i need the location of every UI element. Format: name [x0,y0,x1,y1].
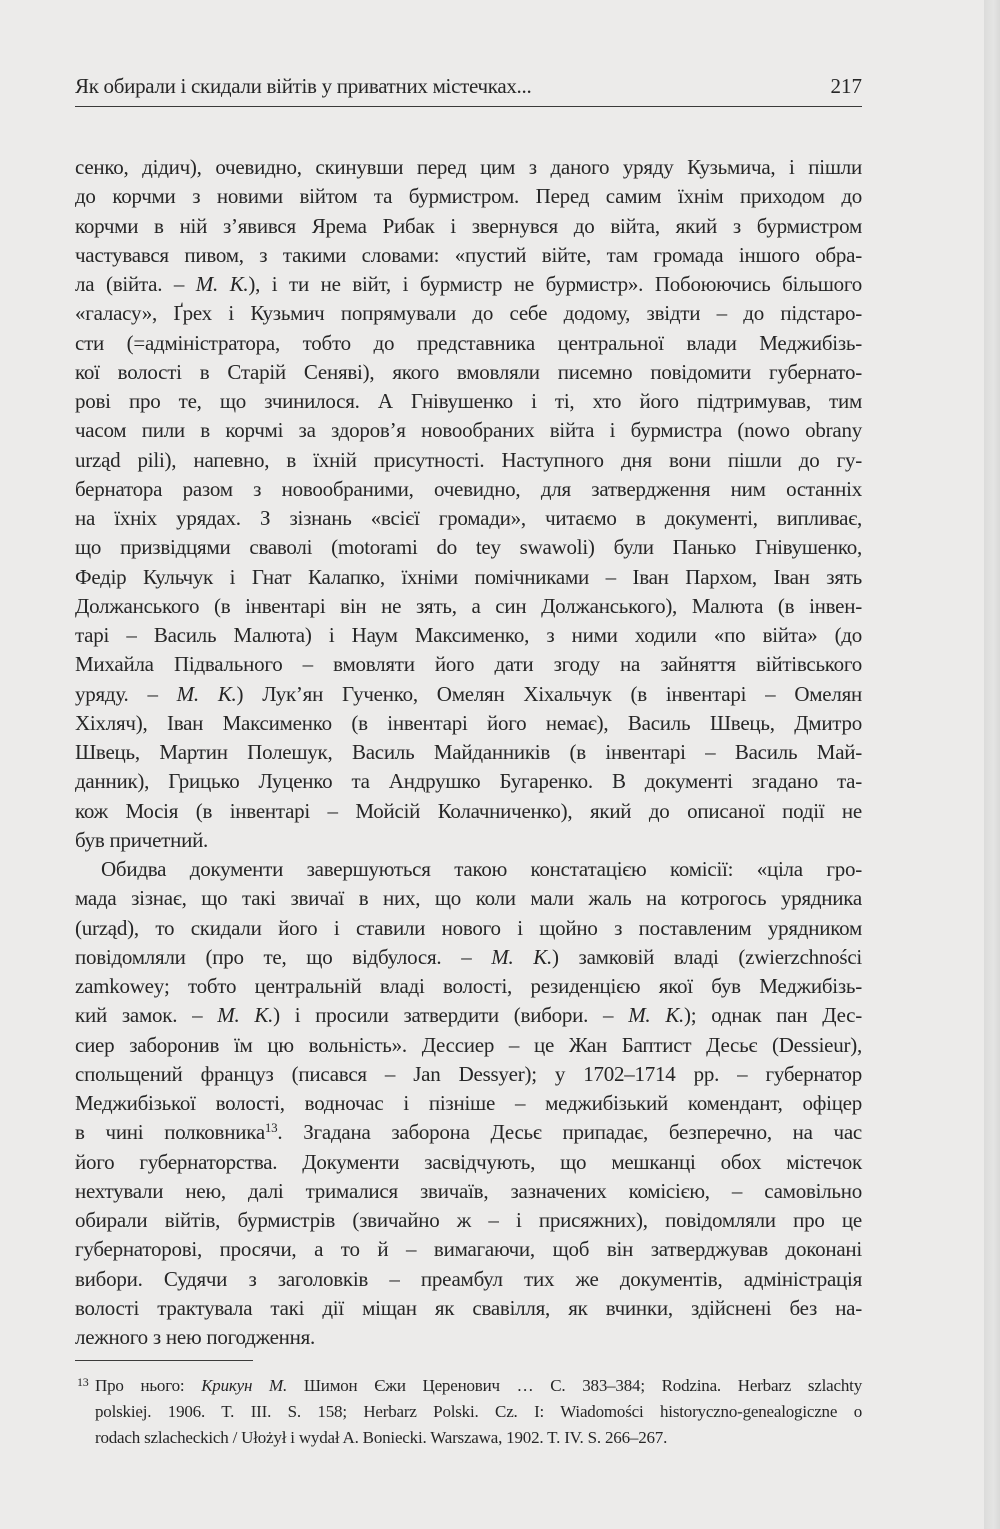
text-line [75,650,862,679]
text-run: в чині полковника [75,1120,265,1145]
text-line [75,299,862,328]
text-run: до корчми з новими війтом та бурмистром. Перед самим їхнім приходом до [75,184,862,209]
text-run: Федір Кульчук і Гнат Калапко, їхніми помічниками – Іван Пархом, Іван зять [75,564,862,589]
text-line [75,1031,862,1060]
text-run: zamkowey; тобто центральній владі волості, резиденцією якої був Меджибізь- [75,974,862,998]
text-line [75,592,862,621]
text-line [75,826,862,855]
running-title: Як обирали і скидали війтів у приватних містечках... [75,74,532,98]
text-run: ) і просили затвердити (вибори. – [273,1003,629,1028]
text-run: polskiej. 1906. T. III. S. 158; Herbarz Polski. Cz. I: Wiadomości historyczno-genealogiczne o [95,1402,862,1421]
text-run: його губернаторства. Документи засвідчують, що мешканці обох містечок [75,1149,862,1174]
text-line [75,416,862,445]
text-run: кий замок. – [75,1003,218,1028]
text-run: був причетний. [75,827,209,852]
text-run: тарі – Василь Малюта) і Наум Максименко, з ними ходили «по війта» (до [75,623,862,647]
text-run: ) Лук’ян Гученко, Омелян Хіхальчук (в інвентарі – Омелян [236,681,862,706]
text-run: сиер заборонив їм цю вольність». Дессиер – це Жан Баптист Десьє (Dessieur), [75,1032,862,1057]
text-line [75,1118,862,1147]
text-run: (urząd), то скидали його і ставили нового і щойно з поставленим урядником [75,915,862,940]
paragraph [75,153,862,855]
text-line [75,153,862,182]
text-line [75,241,862,270]
text-line [75,387,862,416]
text-line [75,1206,862,1235]
text-line [75,182,862,211]
text-run: urząd pili), напевно, в їхній присутності. Наступного дня вони пішли до гу- [75,447,862,472]
text-run: кож Мосія (в інвентарі – Мойсій Колачниченко), який до описаної події не [75,798,862,823]
text-line [75,358,862,387]
text-line [75,1235,862,1264]
text-line [75,329,862,358]
text-run: Меджибізької волості, водночас і пізніше – меджибізький комендант, офіцер [75,1091,862,1115]
text-run: Обидва документи завершуються такою констатацією комісії: «ціла гро- [101,857,862,881]
text-line [75,767,862,796]
text-line [75,1294,862,1323]
text-run: повідомляли (про те, що відбулося. – [75,944,492,969]
page-edge-shadow [984,0,1000,1529]
text-run: мада зізнає, що такі звичаї в них, що коли мали жаль на котрогось урядника [75,886,862,911]
running-header [75,72,862,107]
footnote-reference: 13 [264,1120,278,1136]
body-text [75,153,862,1352]
footnote-number: 13 [77,1375,89,1389]
text-line [75,943,862,972]
text-line [75,270,862,299]
text-run: ла (війта. – [75,272,196,296]
text-line [75,475,862,504]
text-line [75,563,862,592]
text-run: обирали війтів, бурмистрів (звичайно ж – і присяжних), повідомляли про це [75,1208,862,1232]
text-line [75,1148,862,1177]
footnote-line [77,1373,862,1399]
text-run: спольщений француз (писався – Jan Dessyer); у 1702–1714 рр. – губернатор [75,1061,862,1086]
paragraph [75,855,862,1352]
text-run: часом пили в корчмі за здоров’я новообраних війта і бурмистра (nowo obrany [75,418,862,443]
text-line [75,680,862,709]
text-line [75,1323,862,1352]
text-line [75,1265,862,1294]
text-run: нехтували нею, далі трималися звичаїв, зазначених комісією, – самовільно [75,1178,862,1203]
text-line [75,1060,862,1089]
text-run: корчми в ній з’явився Ярема Рибак і звернувся до війта, який з бурмистром [75,213,862,238]
text-run: кої волості в Старій Сеняві), якого вмовляли писемно повідомити губернато- [75,359,862,384]
text-line [75,709,862,738]
text-run: вибори. Судячи з заголовків – преамбул тих же документів, адміністрація [75,1266,862,1291]
text-run: Шимон Єжи Церенович … С. 383–384; Rodzina. Herbarz szlachty [287,1376,862,1395]
text-run: губернаторові, просячи, а то й – вимагаючи, щоб він затверджував доконані [75,1237,862,1262]
text-line [75,446,862,475]
italic-run: Крикун М. [201,1376,288,1395]
text-run: уряду. – [75,681,177,706]
text-run: . Згадана заборона Десьє припадає, безперечно, на час [277,1120,863,1145]
text-line [75,533,862,562]
text-run: ), і ти не війт, і бурмистр не бурмистр». Побоюючись більшого [248,272,862,296]
text-run: rodach szlacheckich / Ułożył i wydał A. Boniecki. Warszawa, 1902. T. IV. S. 266–267. [95,1428,668,1447]
text-run: Должанського (в інвентарі він не зять, а син Должанського), Малюта (в інвен- [75,593,862,618]
text-line [75,855,862,884]
text-line [75,621,862,650]
italic-run: М. К. [491,944,553,969]
text-line [75,504,862,533]
footnote [77,1373,862,1451]
footnote-line [95,1425,862,1451]
italic-run: М. К. [628,1003,685,1028]
text-line [75,972,862,1001]
text-run: сенко, дідич), очевидно, скинувши перед цим з даного уряду Кузьмича, і пішли [75,155,862,179]
text-line [75,212,862,241]
text-run: Михайла Підвального – вмовляти його дати згоду на зайняття війтівського [75,652,862,677]
italic-run: М. К. [176,681,237,706]
text-run: ) замковій владі (zwierzchności [552,944,862,969]
text-line [75,914,862,943]
text-run: данник), Грицько Луценко та Андрушко Бугаренко. В документі згадано та- [75,769,862,794]
page-number: 217 [830,74,862,98]
text-line [75,738,862,767]
text-run: Хіхляч), Іван Максименко (в інвентарі його немає), Василь Швець, Дмитро [75,710,862,735]
italic-run: М. К. [195,272,249,296]
footnote-line [95,1399,862,1425]
text-run: частувався пивом, з такими словами: «пустий війте, там громада іншого обра- [75,242,862,267]
footnote-separator [75,1360,253,1361]
italic-run: М. К. [217,1003,274,1028]
text-run: сти (=адміністратора, тобто до представника центральної влади Меджибізь- [75,330,862,355]
text-run: лежного з нею погодження. [75,1325,316,1349]
text-line [75,884,862,913]
text-run: що призвідцями сваволі (motorami do tey swawoli) були Панько Гнівушенко, [75,535,862,560]
text-run: бернатора разом з новообраними, очевидно, для затвердження ним останніх [75,476,862,501]
text-run: на їхніх урядах. З зізнань «всієї громади», читаємо в документі, випливає, [75,506,862,530]
text-run: «галасу», Ґрех і Кузьмич попрямували до себе додому, звідти – до підстаро- [75,301,862,326]
text-run: Швець, Мартин Полешук, Василь Майданників (в інвентарі – Василь Май- [75,740,862,764]
text-line [75,1001,862,1030]
text-run: ); однак пан Дес- [684,1003,862,1028]
text-run: рові про те, що зчинилося. А Гнівушенко і ті, хто його підтримував, тим [75,389,862,413]
text-run: волості трактувала такі дії міщан як свавілля, як вчинки, здійснені без на- [75,1295,862,1320]
text-line [75,797,862,826]
text-line [75,1089,862,1118]
text-run: Про нього: [95,1376,202,1395]
text-line [75,1177,862,1206]
